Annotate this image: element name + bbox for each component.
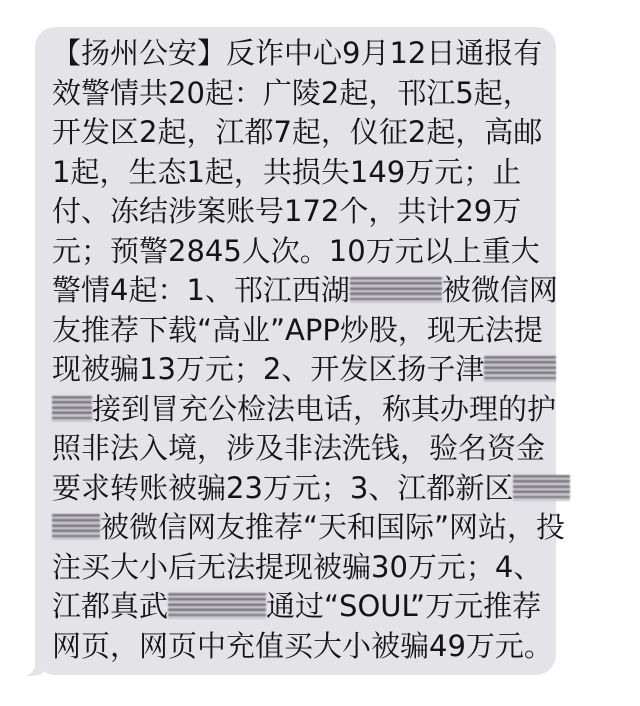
text-segment: 通过“SOUL”万元推荐 <box>266 589 542 623</box>
text-segment: 友推荐下载“高业”APP炒股，现无法提 <box>52 312 543 347</box>
text-segment: 元；预警2845人次。10万元以上重大 <box>52 233 540 268</box>
text-segment: 付、冻结涉案账号172个，共计29万 <box>52 194 522 228</box>
message-line <box>52 548 542 588</box>
message-line <box>52 469 542 509</box>
redacted-text <box>52 514 100 540</box>
message-line <box>52 232 542 272</box>
text-segment: 接到冒充公检法电话，称其办理的护 <box>92 391 557 426</box>
text-segment: 【扬州公安】反诈中心9月12日通报有 <box>52 36 543 70</box>
redacted-text <box>484 356 556 382</box>
text-segment: 注买大小后无法提现被骗30万元；4、 <box>52 549 543 584</box>
redacted-text <box>513 475 570 501</box>
text-segment: 现被骗13万元；2、开发区扬子津 <box>52 352 485 386</box>
message-text <box>52 34 566 666</box>
text-segment: 1起，生态1起，共损失149万元；止 <box>52 154 522 189</box>
text-segment: 开发区2起，江都7起，仪征2起，高邮 <box>52 115 543 149</box>
redacted-text <box>52 396 92 422</box>
message-line <box>52 113 542 153</box>
message-line <box>52 390 557 430</box>
message-line <box>52 627 553 667</box>
message-line <box>52 429 546 469</box>
message-line <box>52 271 558 311</box>
message-line <box>52 74 542 114</box>
text-segment: 照非法入境，涉及非法洗钱，验名资金 <box>52 431 546 465</box>
text-segment: 被微信网友推荐“天和国际”网站，投 <box>100 510 566 544</box>
text-segment: 网页，网页中充值买大小被骗49万元。 <box>52 628 553 663</box>
message-bubble[interactable] <box>35 27 566 675</box>
message-line <box>52 34 542 74</box>
message-line <box>52 311 542 351</box>
text-segment: 警情4起：1、邗江西湖 <box>52 273 350 307</box>
redacted-text <box>350 277 442 303</box>
text-segment: 效警情共20起：广陵2起，邗江5起， <box>52 75 532 110</box>
text-segment: 江都真武 <box>52 589 169 623</box>
message-line <box>52 153 542 193</box>
text-segment: 被微信网 <box>441 273 558 307</box>
redacted-text <box>168 593 266 619</box>
message-line <box>52 587 542 627</box>
text-segment: 要求转账被骗23万元；3、江都新区 <box>52 470 514 505</box>
message-line <box>52 192 542 232</box>
message-line <box>52 350 542 390</box>
message-line <box>52 508 566 548</box>
